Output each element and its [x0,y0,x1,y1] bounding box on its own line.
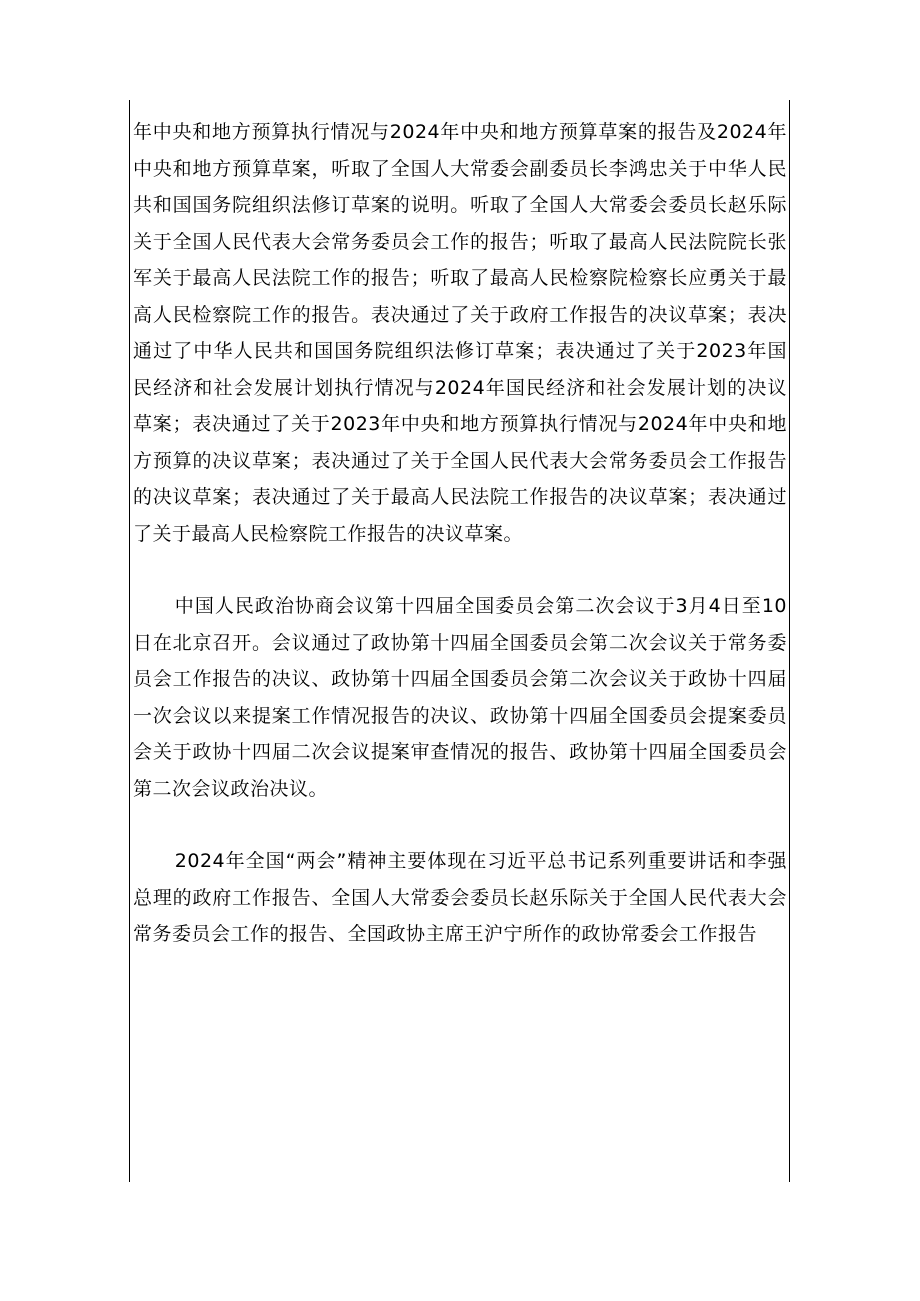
paragraph-gap [133,807,787,843]
paragraph-two-sessions-spirit: 2024年全国“两会”精神主要体现在习近平总书记系列重要讲话和李强总理的政府工作报告、全国人大常委会委员长赵乐际关于全国人民代表大会常务委员会工作的报告、全国政协主席王沪宁所作的政协常委会工作报告 [133,850,787,945]
paragraph-npc-session: 年中央和地方预算执行情况与2024年中央和地方预算草案的报告及2024年中央和地方预算草案，听取了全国人大常委会副委员长李鸿忠关于中华人民共和国国务院组织法修订草案的说明。听取了全国人大常委会委员长赵乐际关于全国人民代表大会常务委员会工作的报告；听取了最高人民法院院长张军关于最高人民法院工作的报告；听取了最高人民检察院检察长应勇关于最高人民检察院工作的报告。表决通过了关于政府工作报告的决议草案；表决通过了中华人民共和国国务院组织法修订草案；表决通过了关于2023年国民经济和社会发展计划执行情况与2024年国民经济和社会发展计划的决议草案；表决通过了关于2023年中央和地方预算执行情况与2024年中央和地方预算的决议草案；表决通过了关于全国人民代表大会常务委员会工作报告的决议草案；表决通过了关于最高人民法院工作报告的决议草案；表决通过了关于最高人民检察院工作报告的决议草案。 [133,121,787,545]
paragraph-gap [133,552,787,588]
document-body [133,114,787,953]
paragraph-cppcc-session: 中国人民政治协商会议第十四届全国委员会第二次会议于3月4日至10日在北京召开。会议通过了政协第十四届全国委员会第二次会议关于常务委员会工作报告的决议、政协第十四届全国委员会第二次会议关于政协十四届一次会议以来提案工作情况报告的决议、政协第十四届全国委员会提案委员会关于政协十四届二次会议提案审查情况的报告、政协第十四届全国委员会第二次会议政治决议。 [133,595,787,800]
